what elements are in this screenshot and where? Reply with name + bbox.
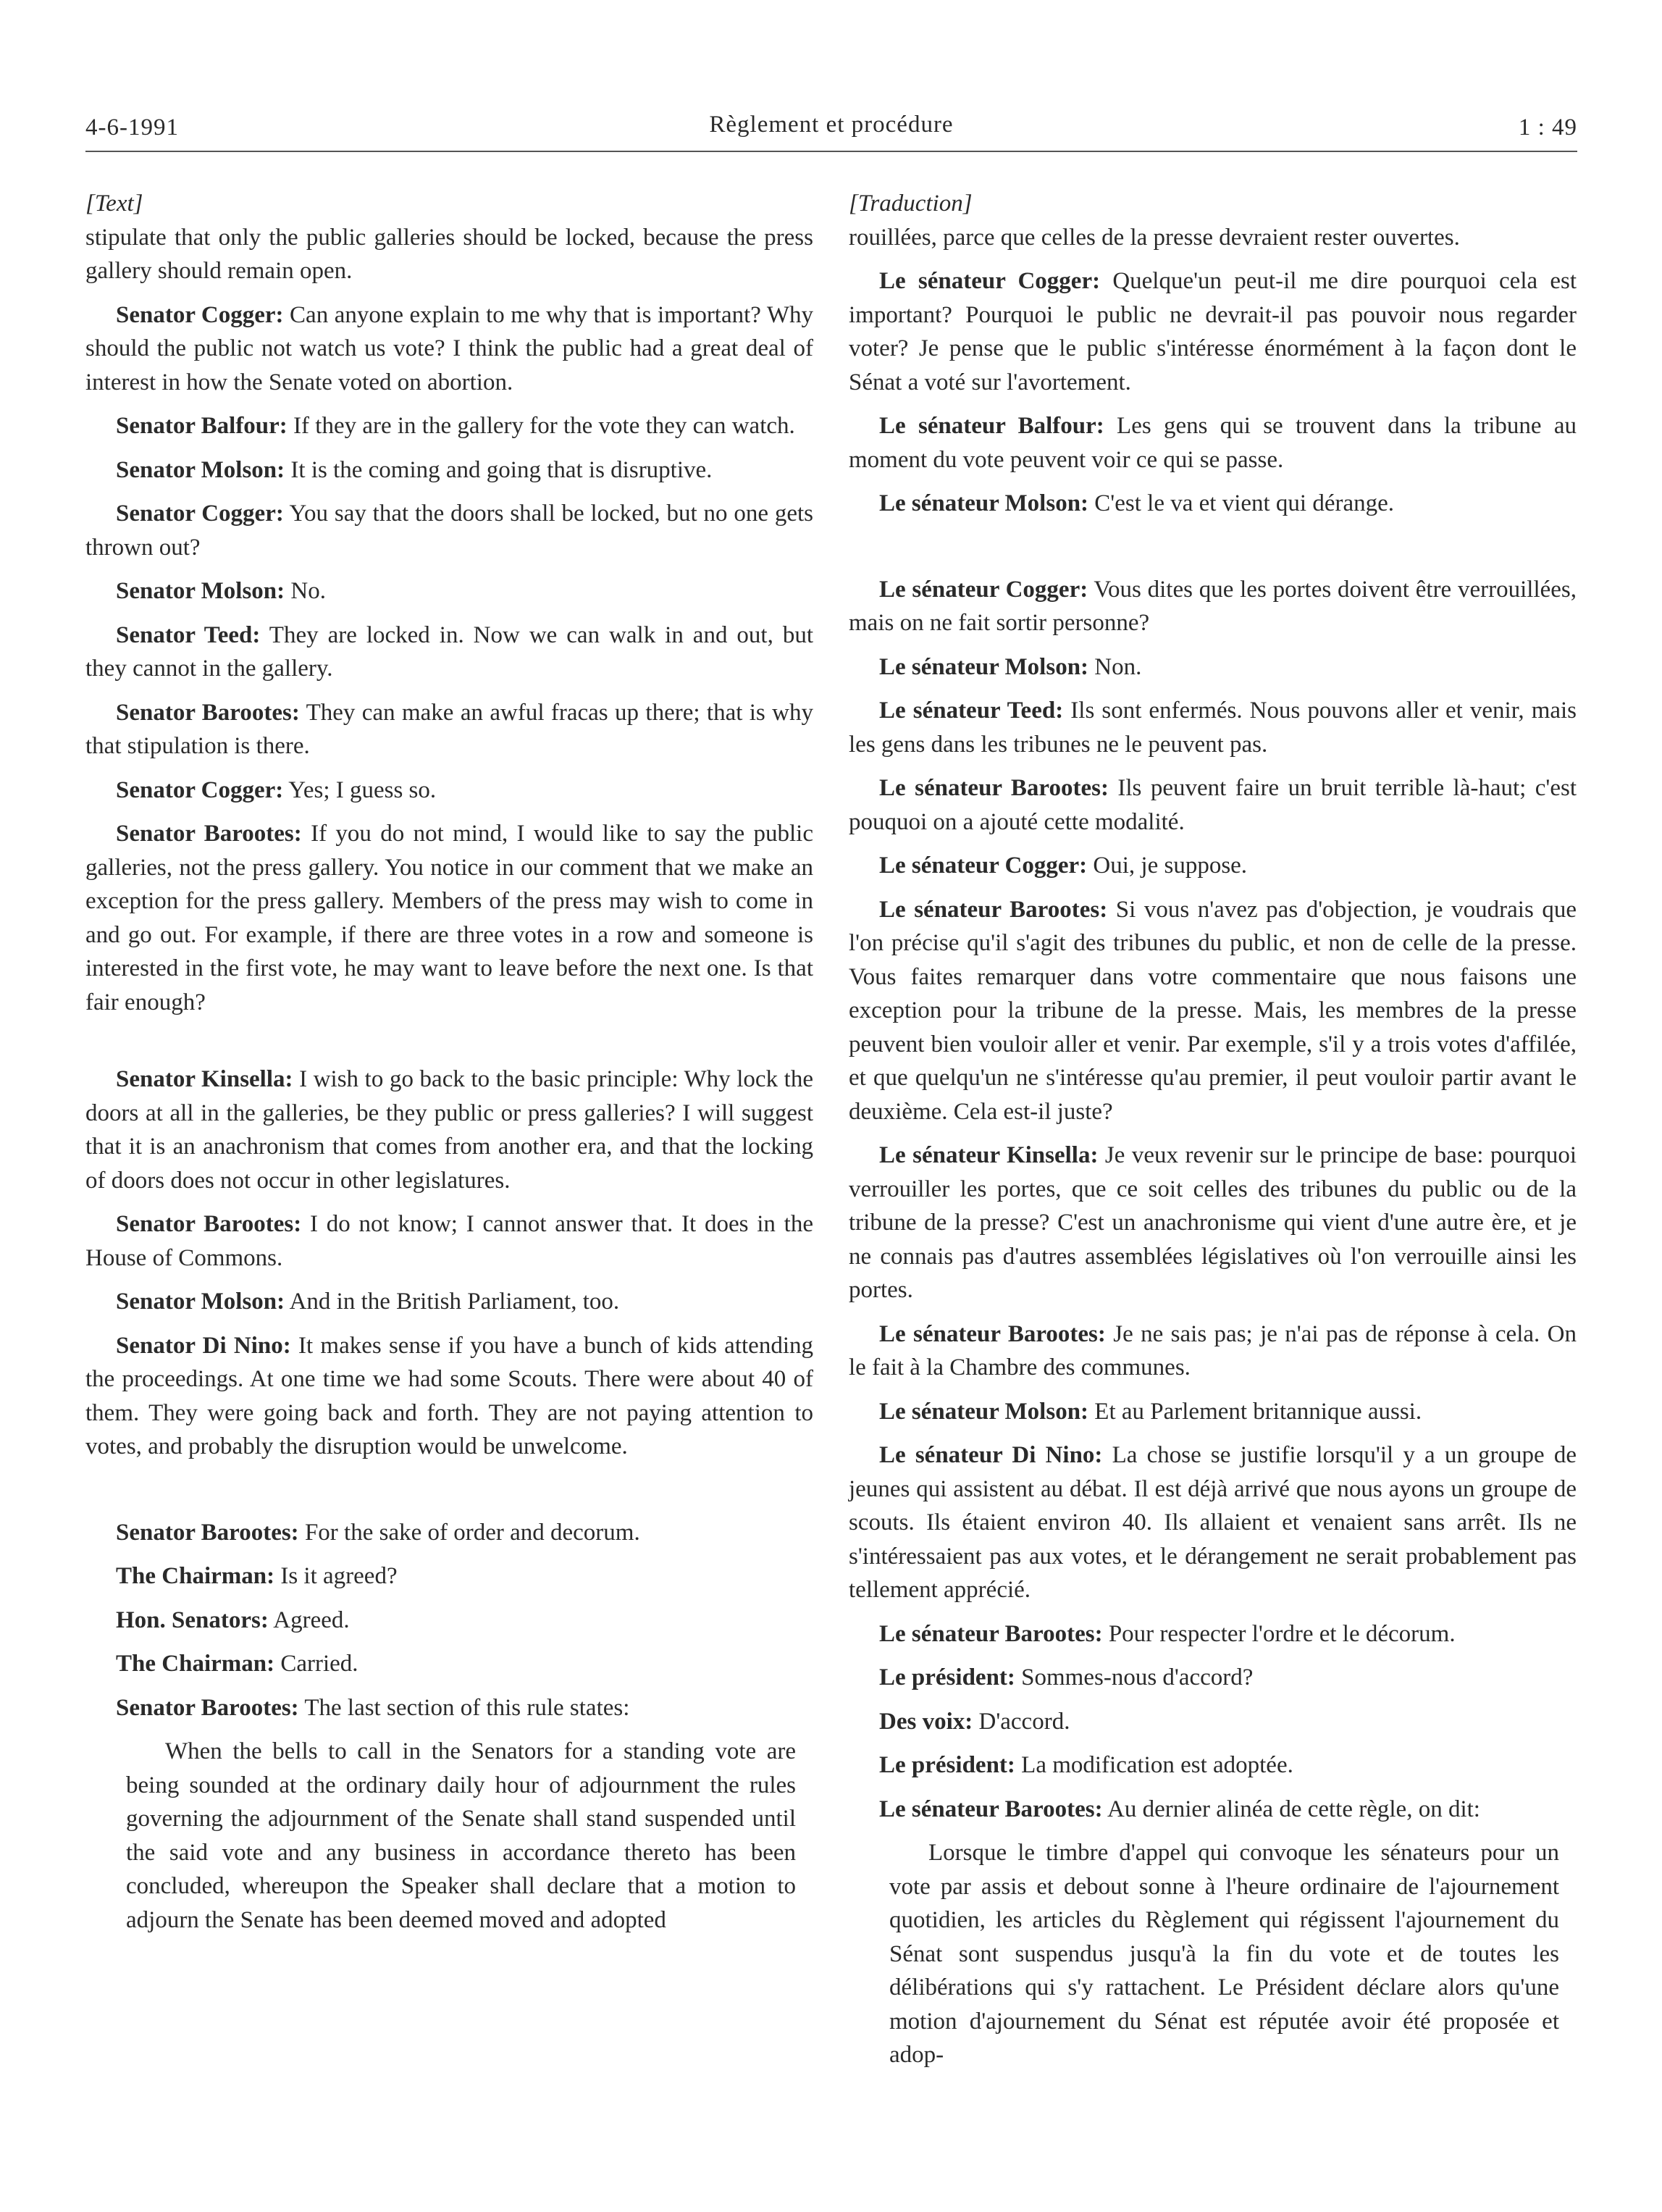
speech-paragraph (85, 1559, 813, 1593)
speech-text: Je ne sais pas; je n'ai pas de réponse à cela. On le fait à la Chambre des communes. (849, 1320, 1577, 1381)
rule-quotation: When the bells to call in the Senators for a standing vote are being sounded at the ordinary daily hour of adjournment the rules governing the adjournment of the Senate shall stand suspended until the said vote and any business in accordance thereto has been concluded, whereupon the Speaker shall declare that a motion to adjourn the Senate has been deemed moved and adopted (126, 1738, 796, 1933)
speech-text: Si vous n'avez pas d'objection, je voudrais que l'on précise qu'il s'agit des tribunes du public, et non de celle de la presse. Vous faites remarquer dans votre commentaire que nous faisons une exception pour la tribune de la presse. Mais, les membres de la presse peuvent bien vouloir aller et venir. Par exemple, s'il y a trois votes d'affilée, et que quelqu'un ne s'intéresse qu'au premier, il peut vouloir partir avant le deuxième. Cela est-il juste? (849, 896, 1577, 1125)
speech-paragraph (849, 694, 1577, 761)
speaker-name: Senator Cogger: (116, 500, 284, 527)
speech-text: Ils sont enfermés. Nous pouvons aller et venir, mais les gens dans les tribunes ne le peuvent pas. (849, 697, 1577, 758)
speaker-name: Senator Di Nino: (116, 1332, 291, 1359)
speech-paragraph (849, 1317, 1577, 1385)
speech-text: For the sake of order and decorum. (304, 1519, 640, 1546)
speech-text: La modification est adoptée. (1021, 1752, 1293, 1778)
speaker-name: Le président: (879, 1752, 1015, 1778)
speech-text: Quelque'un peut-il me dire pourquoi cela est important? Pourquoi le public ne devrait-il pas pouvoir nous regarder voter? Je pense que le public s'intéresse énormément à la façon dont le Sénat a voté sur l'avortement. (849, 268, 1577, 395)
speech-paragraph (849, 893, 1577, 1129)
speech-text: Can anyone explain to me why that is important? Why should the public not watch us vote? I think the public had a great deal of interest in how the Senate voted on abortion. (85, 301, 813, 395)
speech-paragraph (85, 453, 813, 487)
speech-text: Yes; I guess so. (288, 776, 437, 803)
speaker-name: Le sénateur Barootes: (879, 1320, 1106, 1347)
speaker-name: Senator Teed: (116, 621, 261, 648)
speaker-name: Senator Cogger: (116, 301, 284, 328)
header-date: 4-6-1991 (85, 114, 179, 141)
column-label: [Traduction] (849, 190, 973, 217)
speech-paragraph (849, 1748, 1577, 1782)
speech-paragraph (85, 574, 813, 608)
speech-text: If they are in the gallery for the vote they can watch. (293, 413, 795, 439)
speaker-name: Senator Barootes: (116, 1211, 302, 1237)
speech-text: Ils peuvent faire un bruit terrible là-haut; c'est pouquoi on a ajouté cette modalité. (849, 775, 1577, 835)
speech-paragraph (85, 1691, 813, 1725)
french-column (849, 187, 1577, 2072)
rule-quotation: Lorsque le timbre d'appel qui convoque les sénateurs pour un vote par assis et debout sonne à l'heure ordinaire de l'ajournement quotidien, les articles du Règlement qui régissent l'ajournement du Sénat sont suspendus jusqu'à la fin du vote et de toutes les délibérations qui s'y rattachent. Le Président déclare alors qu'une motion d'ajournement du Sénat est réputée avoir été proposée et adop- (889, 1840, 1559, 2068)
speech-text: Les gens qui se trouvent dans la tribune au moment du vote peuvent voir ce qui se passe. (849, 413, 1577, 473)
speaker-name: Des voix: (879, 1708, 973, 1735)
speech-paragraph (85, 409, 813, 443)
speaker-name: Le sénateur Kinsella: (879, 1142, 1099, 1168)
speech-paragraph (85, 1516, 813, 1550)
speech-text: If you do not mind, I would like to say the public galleries, not the press gallery. You notice in our comment that we make an exception for the press gallery. Members of the press may wish to come in and go out. For example, if there are three votes in a row and someone is interested in the first vote, he may want to leave before the next one. Is that fair enough? (85, 821, 813, 1015)
speaker-name: Le sénateur Molson: (879, 653, 1089, 680)
speech-paragraph (849, 1438, 1577, 1607)
speech-paragraph (849, 1793, 1577, 1827)
speech-paragraph (849, 771, 1577, 839)
speech-text: Au dernier alinéa de cette règle, on dit: (1107, 1796, 1480, 1822)
paragraph-gap (849, 531, 1577, 573)
speaker-name: Le sénateur Barootes: (879, 775, 1109, 801)
speech-text: And in the British Parliament, too. (289, 1289, 620, 1315)
speech-paragraph (849, 1395, 1577, 1429)
speech-text: They can make an awful fracas up there; that is why that stipulation is there. (85, 699, 813, 759)
speaker-name: Le sénateur Cogger: (879, 576, 1088, 603)
speaker-name: Le sénateur Molson: (879, 490, 1089, 516)
speech-paragraph (849, 1139, 1577, 1307)
speech-text: Carried. (280, 1651, 358, 1677)
speech-text: Sommes-nous d'accord? (1021, 1664, 1254, 1691)
speaker-name: Senator Molson: (116, 456, 285, 483)
speech-text: Vous dites que les portes doivent être verrouillées, mais on ne fait sortir personne? (849, 576, 1577, 636)
speech-paragraph (85, 1604, 813, 1638)
speaker-name: Le président: (879, 1664, 1015, 1691)
speech-paragraph (849, 1617, 1577, 1651)
speech-paragraph (849, 650, 1577, 684)
speech-text: The last section of this rule states: (304, 1694, 630, 1721)
speaker-name: Senator Kinsella: (116, 1066, 293, 1092)
speech-paragraph (85, 497, 813, 564)
speaker-name: Senator Molson: (116, 578, 285, 604)
speech-paragraph (85, 1329, 813, 1464)
speaker-name: The Chairman: (116, 1651, 275, 1677)
speech-paragraph (849, 487, 1577, 521)
speech-paragraph (85, 774, 813, 808)
continuation-paragraph: stipulate that only the public galleries should be locked, because the press gallery should remain open. (85, 224, 813, 284)
speaker-name: Senator Barootes: (116, 821, 302, 847)
header-page-number: 1 : 49 (1518, 114, 1577, 141)
speech-text: It makes sense if you have a bunch of kids attending the proceedings. At one time we had some Scouts. There were about 40 of them. They were going back and forth. They are not paying attention to votes, and probably the disruption would be unwelcome. (85, 1332, 813, 1459)
speaker-name: Senator Balfour: (116, 413, 288, 439)
speech-text: No. (290, 578, 326, 604)
paragraph-gap (85, 1474, 813, 1516)
speech-text: Et au Parlement britannique aussi. (1094, 1398, 1422, 1425)
speech-text: I wish to go back to the basic principle: Why lock the doors at all in the galleries, be they public or press galleries? I will suggest that it is an anachronism that comes from another era, and that the locking of doors does not occur in other legislatures. (85, 1066, 813, 1194)
speech-text: I do not know; I cannot answer that. It does in the House of Commons. (85, 1211, 813, 1271)
speaker-name: Hon. Senators: (116, 1606, 269, 1633)
speech-paragraph (85, 696, 813, 763)
speech-text: C'est le va et vient qui dérange. (1094, 490, 1395, 516)
speech-text: Agreed. (273, 1606, 350, 1633)
speaker-name: Senator Barootes: (116, 1519, 299, 1546)
speech-text: Non. (1094, 653, 1142, 680)
speech-paragraph (85, 1207, 813, 1275)
running-header (85, 114, 1577, 152)
speech-paragraph (85, 1285, 813, 1319)
speaker-name: Le sénateur Cogger: (879, 852, 1088, 879)
speech-text: Is it agreed? (280, 1563, 398, 1589)
speech-text: You say that the doors shall be locked, but no one gets thrown out? (85, 500, 814, 561)
speaker-name: Le sénateur Balfour: (879, 413, 1104, 439)
speech-text: La chose se justifie lorsqu'il y a un groupe de jeunes qui assistent au débat. Il est déjà arrivé que nous ayons un groupe de scouts. Ils étaient environ 40. Ils allaient et venaient sans arrêt. Ils ne s'intéressaient pas aux votes, et le dérangement ne serait probablement pas tellement apprécié. (849, 1442, 1577, 1603)
speech-text: They are locked in. Now we can walk in and out, but they cannot in the gallery. (85, 621, 813, 682)
speaker-name: Le sénateur Di Nino: (879, 1442, 1103, 1468)
speech-paragraph (85, 1647, 813, 1681)
header-title: Règlement et procédure (709, 112, 954, 138)
speech-paragraph (849, 1705, 1577, 1739)
speaker-name: Le sénateur Barootes: (879, 1620, 1103, 1647)
speaker-name: Le sénateur Cogger: (879, 268, 1101, 294)
column-label: [Text] (85, 190, 143, 217)
speaker-name: Le sénateur Teed: (879, 697, 1064, 724)
speech-paragraph (85, 619, 813, 686)
speech-paragraph (849, 849, 1577, 883)
speaker-name: Senator Barootes: (116, 699, 300, 726)
speech-text: Pour respecter l'ordre et le décorum. (1108, 1620, 1456, 1647)
speech-paragraph (849, 1661, 1577, 1695)
speaker-name: Senator Barootes: (116, 1694, 299, 1721)
speaker-name: Le sénateur Barootes: (879, 896, 1108, 923)
speech-paragraph (849, 264, 1577, 399)
english-column (85, 187, 813, 1937)
speech-text: Je veux revenir sur le principe de base: pourquoi verrouiller les portes, que ce soit celles des tribunes du public ou de la tribune de la presse? C'est un anachronisme qui vient d'une autre ère, et je ne connais pas d'autres assemblées législatives où l'on verrouille ainsi les portes. (849, 1142, 1577, 1303)
speech-paragraph (85, 298, 813, 400)
speaker-name: Senator Cogger: (116, 776, 284, 803)
speech-paragraph (85, 817, 813, 1019)
speech-paragraph (849, 409, 1577, 477)
paragraph-gap (85, 1029, 813, 1063)
speech-text: D'accord. (978, 1708, 1070, 1735)
speech-text: It is the coming and going that is disruptive. (290, 456, 713, 483)
speech-text: Oui, je suppose. (1093, 852, 1248, 879)
speaker-name: Senator Molson: (116, 1289, 285, 1315)
speech-paragraph (85, 1063, 813, 1197)
speaker-name: The Chairman: (116, 1563, 275, 1589)
speaker-name: Le sénateur Molson: (879, 1398, 1089, 1425)
continuation-paragraph: rouillées, parce que celles de la presse devraient rester ouvertes. (849, 224, 1460, 251)
speaker-name: Le sénateur Barootes: (879, 1796, 1103, 1822)
speech-paragraph (849, 573, 1577, 640)
